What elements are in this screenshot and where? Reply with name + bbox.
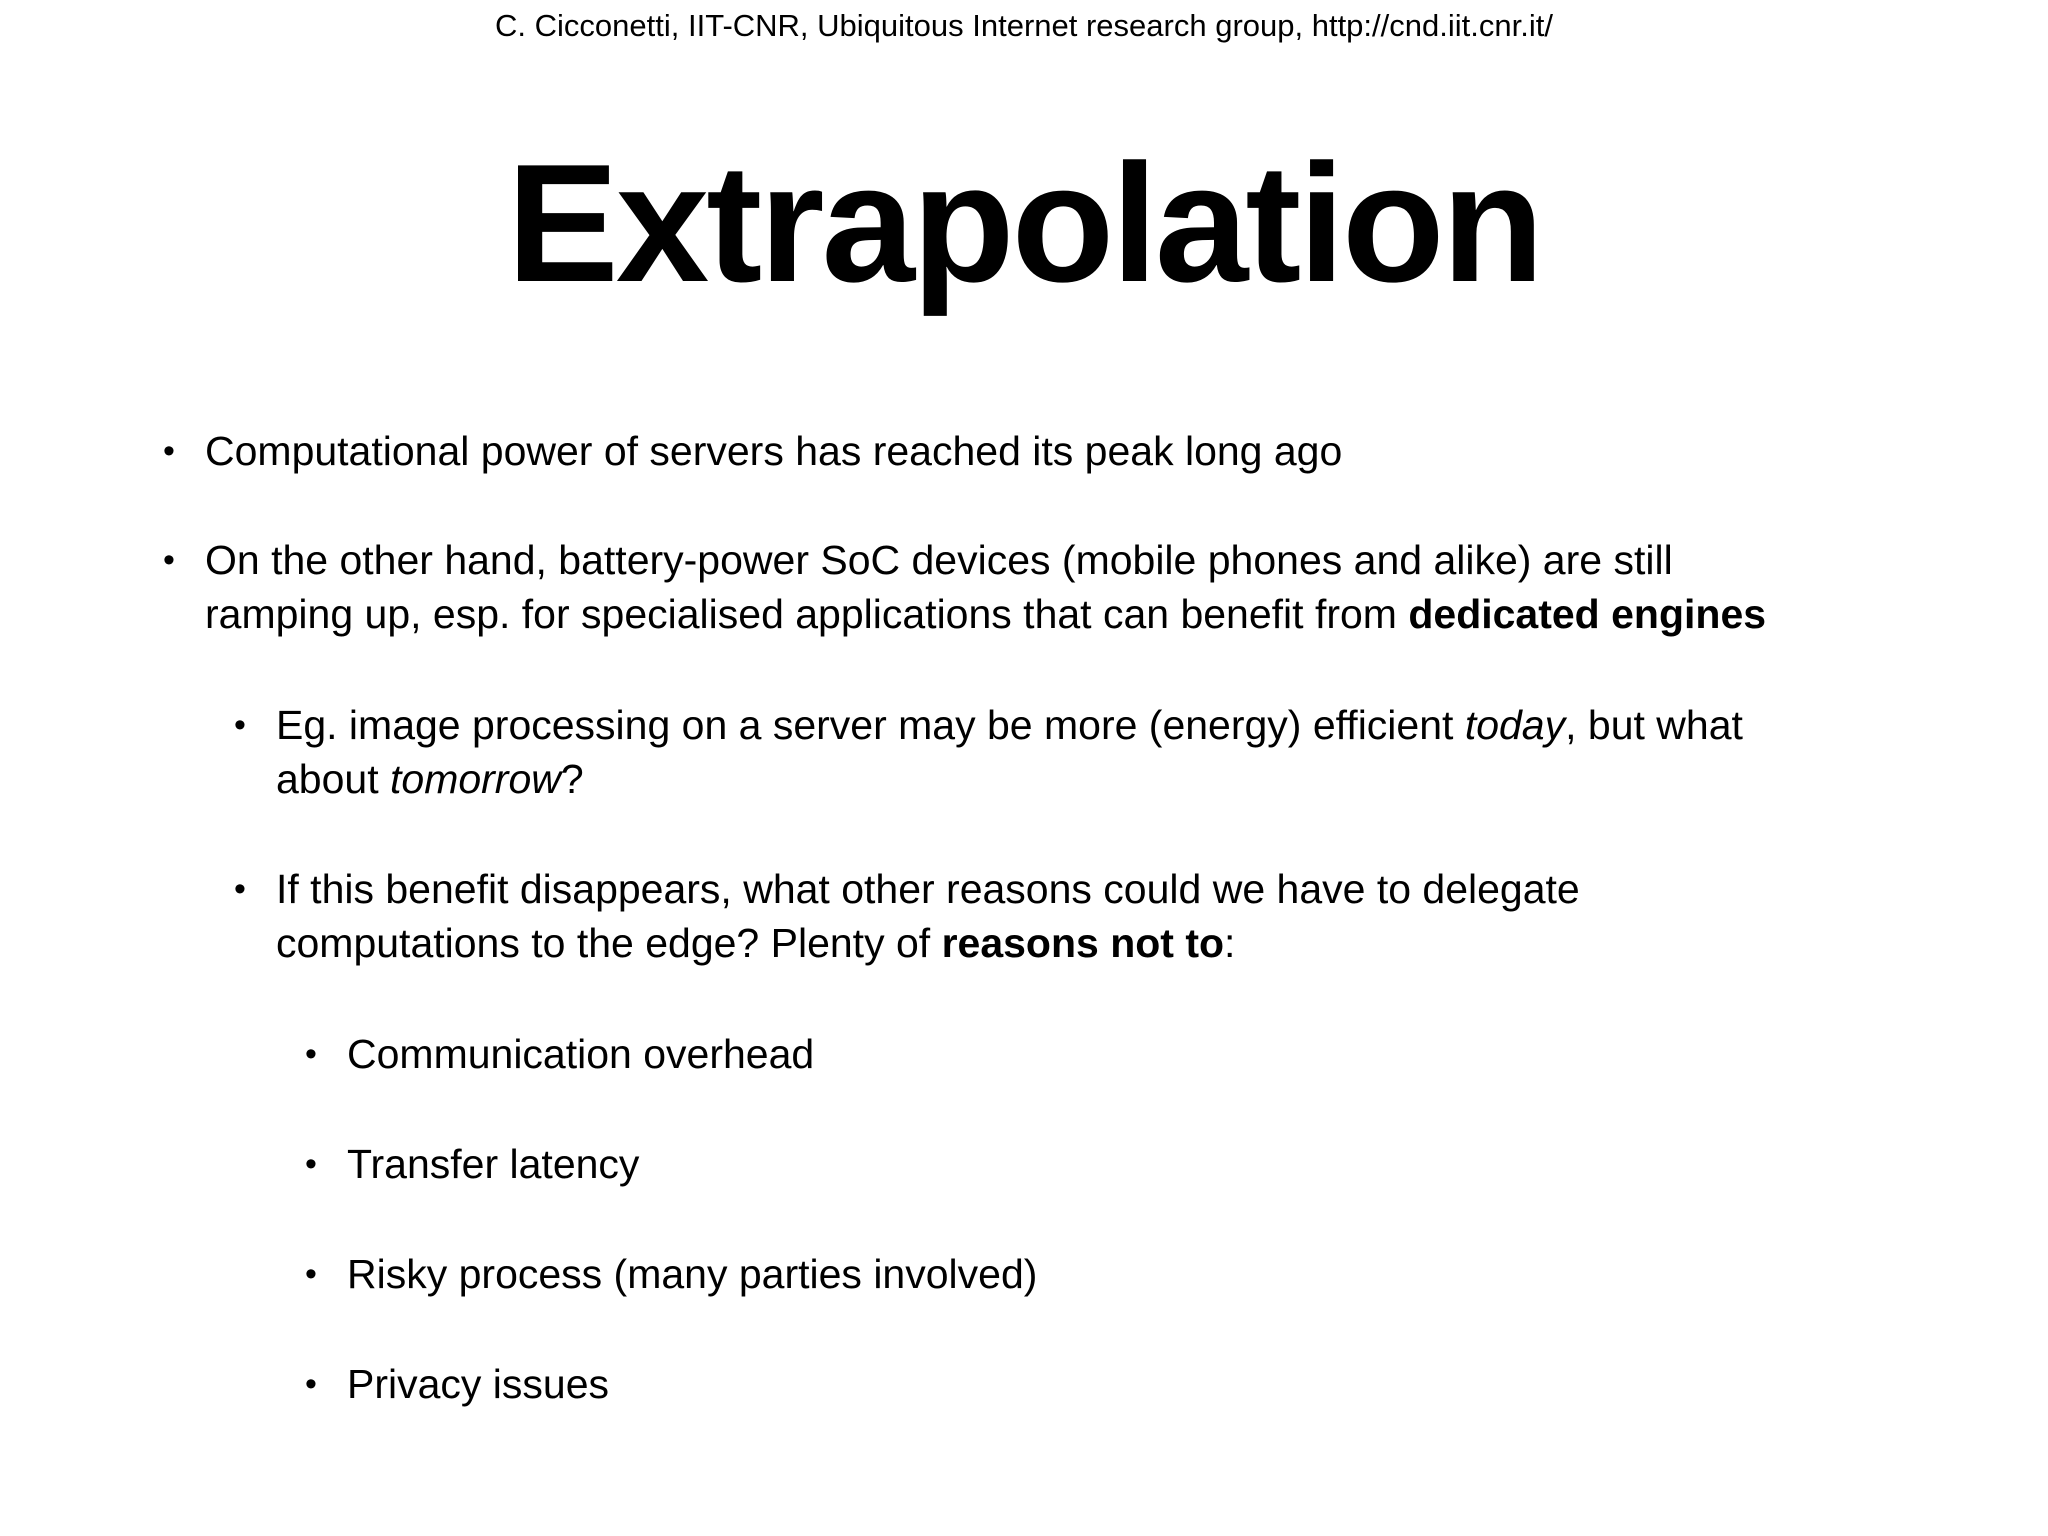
bullet-text-line-2 — [276, 916, 1580, 970]
bullet-text: about — [276, 756, 390, 802]
bullet-text: Risky process (many parties involved) — [347, 1251, 1038, 1297]
bold-emphasis: dedicated engines — [1408, 591, 1767, 637]
bullet-text-line-1: On the other hand, battery-power SoC devices (mobile phones and alike) are still — [205, 537, 1673, 583]
slide-header-credit: C. Cicconetti, IIT-CNR, Ubiquitous Internet research group, http://cnd.iit.cnr.it/ — [495, 8, 1553, 43]
sub-bullet-communication-overhead — [305, 1027, 815, 1081]
bullet-dot-icon: • — [305, 1365, 317, 1403]
bullet-dot-icon: • — [163, 432, 175, 470]
bold-emphasis: reasons not to — [941, 920, 1225, 966]
bullet-text-line-1: If this benefit disappears, what other reasons could we have to delegate — [276, 866, 1580, 912]
bullet-text: computations to the edge? Plenty of — [276, 920, 942, 966]
bullet-dot-icon: • — [305, 1145, 317, 1183]
bullet-text: Privacy issues — [347, 1361, 610, 1407]
bullet-text-line-2 — [205, 587, 1766, 641]
bullet-text: Eg. image processing on a server may be more (energy) efficient — [276, 702, 1465, 748]
bullet-text-line-2 — [276, 752, 1743, 806]
bullet-text: , but what — [1565, 702, 1743, 748]
bullet-dot-icon: • — [234, 706, 246, 744]
sub-bullet-risky-process — [305, 1247, 1038, 1301]
bullet-text: ramping up, esp. for specialised applications that can benefit from — [205, 591, 1409, 637]
slide-title: Extrapolation — [506, 129, 1542, 317]
bullet-text-line-1 — [276, 698, 1743, 752]
bullet-text: Computational power of servers has reached its peak long ago — [205, 428, 1343, 474]
italic-emphasis: today — [1464, 702, 1566, 748]
bullet-text: Communication overhead — [347, 1031, 815, 1077]
bullet-text: Transfer latency — [347, 1141, 640, 1187]
italic-emphasis: tomorrow — [390, 756, 561, 802]
bullet-benefit-disappears — [234, 862, 1580, 970]
bullet-dot-icon: • — [163, 541, 175, 579]
sub-bullet-privacy-issues — [305, 1357, 610, 1411]
bullet-dot-icon: • — [305, 1035, 317, 1073]
bullet-dot-icon: • — [234, 870, 246, 908]
sub-bullet-transfer-latency — [305, 1137, 640, 1191]
bullet-text: : — [1224, 920, 1236, 966]
bullet-image-processing — [234, 698, 1743, 806]
bullet-computational-power — [163, 424, 1343, 478]
bullet-soc-devices — [163, 533, 1767, 641]
bullet-text: ? — [560, 756, 584, 802]
bullet-dot-icon: • — [305, 1255, 317, 1293]
